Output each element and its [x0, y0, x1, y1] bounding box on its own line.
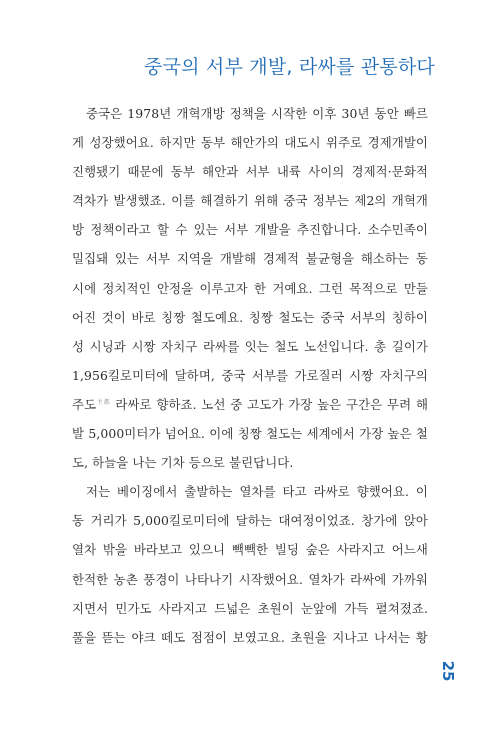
text-line: 한적한 농촌 풍경이 나타나기 시작했어요. 열차가 라싸에 가까워	[72, 571, 428, 587]
text-line: 발 5,000미터가 넘어요. 이에 칭짱 철도는 세계에서 가장 높은 철	[72, 426, 428, 442]
text-line: 성 시닝과 시짱 자치구 라싸를 잇는 철도 노선입니다. 총 길이가	[72, 338, 428, 354]
text-line-with-footnote	[72, 390, 428, 419]
text-line: 도, 하늘을 나는 기차 등으로 불린답니다.	[72, 455, 294, 471]
page-number: 25	[439, 660, 457, 682]
body-text	[72, 99, 428, 652]
text-line: 시에 정치적인 안정을 이루고자 한 거예요. 그런 목적으로 만들	[72, 280, 428, 296]
text-line: 풀을 뜯는 야크 떼도 점점이 보였고요. 초원을 지나고 나서는 황	[72, 629, 428, 645]
text-line: 밀집돼 있는 서부 지역을 개발해 경제적 불균형을 해소하는 동	[72, 251, 428, 267]
text-line: 열차 밖을 바라보고 있으니 빽빽한 빌딩 숲은 사라지고 어느새	[72, 542, 428, 558]
text-line: 중국은 1978년 개혁개방 정책을 시작한 이후 30년 동안 빠르	[86, 106, 428, 121]
text-line: 지면서 민가도 사라지고 드넓은 초원이 눈앞에 가득 펼쳐졌죠.	[72, 600, 428, 616]
footnote-mark: 主都	[96, 398, 111, 406]
section-title: 중국의 서부 개발, 라싸를 관통하다	[144, 56, 435, 78]
text-line: 동 거리가 5,000킬로미터에 달하는 대여정이었죠. 창가에 앉아	[72, 513, 428, 529]
paragraph-2	[72, 477, 428, 652]
footnote-line-rest: 라싸로 향하죠. 노선 중 고도가 가장 높은 구간은 무려 해	[110, 396, 429, 412]
text-line: 방 정책이라고 할 수 있는 서부 개발을 추진합니다. 소수민족이	[72, 222, 428, 238]
text-line: 게 성장했어요. 하지만 동부 해안가의 대도시 위주로 경제개발이	[72, 135, 428, 151]
text-line: 어진 것이 바로 칭짱 철도예요. 칭짱 철도는 중국 서부의 칭하이	[72, 309, 428, 325]
text-line: 1,956킬로미터에 달하며, 중국 서부를 가로질러 시짱 자치구의	[72, 367, 428, 383]
paragraph-1	[72, 99, 428, 477]
text-line: 진행됐기 때문에 동부 해안과 서부 내륙 사이의 경제적·문화적	[72, 164, 428, 180]
footnote-term: 주도	[72, 396, 97, 412]
text-line: 격차가 발생했죠. 이를 해결하기 위해 중국 정부는 제2의 개혁개	[72, 193, 428, 209]
text-line: 저는 베이징에서 출발하는 열차를 타고 라싸로 향했어요. 이	[86, 484, 428, 500]
